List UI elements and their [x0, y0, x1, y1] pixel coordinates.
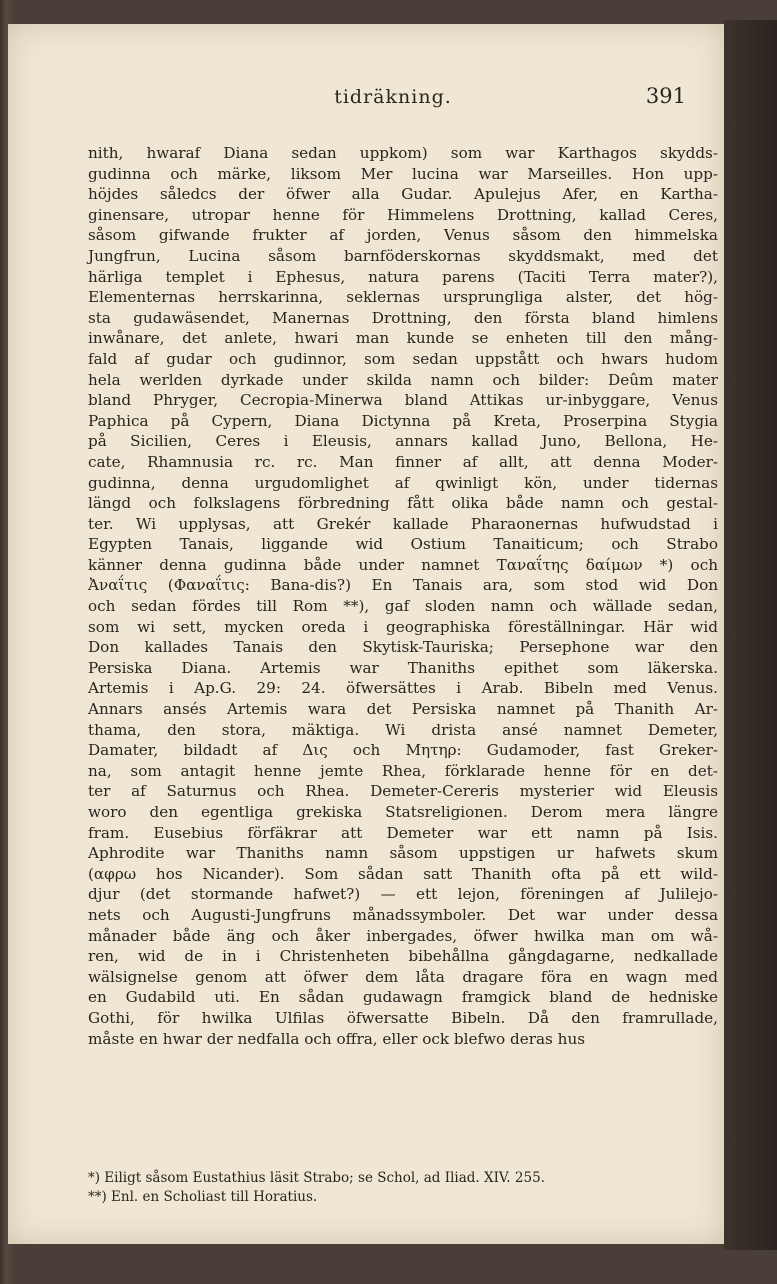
- text-line: hela werlden dyrkade under skilda namn och bilder: Deûm mater: [88, 370, 718, 389]
- text-line: Jungfrun, Lucina såsom barnföderskornas skyddsmakt, med det: [88, 246, 718, 265]
- text-line: längd och folkslagens förbredning fått olika både namn och gestal-: [88, 494, 718, 513]
- text-line: härliga templet i Ephesus, natura parens (Taciti Terra mater?),: [88, 267, 718, 286]
- text-line: på Sicilien, Ceres i Eleusis, annars kallad Juno, Bellona, He-: [88, 432, 718, 451]
- text-line: Elementernas herrskarinna, seklernas ursprungliga alster, det hög-: [88, 288, 718, 307]
- text-line: Persiska Diana. Artemis war Thaniths epithet som läkerska.: [88, 658, 718, 677]
- running-head: tidräkning.: [334, 86, 452, 108]
- footnote: **) Enl. en Scholiast till Horatius.: [88, 1189, 318, 1205]
- page-number: 391: [645, 84, 686, 108]
- text-line: höjdes såledcs der öfwer alla Gudar. Apulejus Afer, en Kartha-: [88, 185, 718, 204]
- page-header: [90, 86, 696, 116]
- text-line: Don kallades Tanais den Skytisk-Tauriska; Persephone war den: [88, 638, 718, 657]
- text-line: bland Phryger, Cecropia-Minerwa bland Attikas ur-inbyggare, Venus: [88, 391, 718, 410]
- text-line: en Gudabild uti. En sådan gudawagn framgick bland de hedniske: [88, 988, 718, 1007]
- text-line: fald af gudar och gudinnor, som sedan uppstått och hwars hudom: [88, 349, 718, 368]
- text-line: ter. Wi upplysas, att Grekér kallade Pharaonernas hufwudstad i: [88, 514, 718, 533]
- text-line: Ἀναΐτις (Φαναΐτις: Bana-dis?) En Tanais ara, som stod wid Don: [88, 576, 718, 595]
- text-line: sta gudawäsendet, Manernas Drottning, den första bland himlens: [88, 308, 718, 327]
- text-line: som wi sett, mycken oreda i geographiska föreställningar. Här wid: [88, 617, 718, 636]
- text-line: djur (det stormande hafwet?) — ett lejon, föreningen af Julilejo-: [88, 885, 718, 904]
- footnotes: [88, 1169, 708, 1207]
- text-line: fram. Eusebius förfäkrar att Demeter war ett namn på Isis.: [88, 823, 718, 842]
- text-line: (αφρω hos Nicander). Som sådan satt Thanith ofta på ett wild-: [88, 864, 718, 883]
- text-line: Paphica på Cypern, Diana Dictynna på Kreta, Proserpina Stygia: [88, 411, 718, 430]
- text-line: nets och Augusti-Jungfruns månadssymboler. Det war under dessa: [88, 905, 718, 924]
- footnote: *) Eiligt såsom Eustathius läsit Strabo; se Schol, ad Iliad. XIV. 255.: [88, 1170, 545, 1186]
- text-line: Damater, bildadt af Δις och Μητηρ: Gudamoder, fast Greker-: [88, 741, 718, 760]
- text-line: na, som antagit henne jemte Rhea, förklarade henne för en det-: [88, 761, 718, 780]
- text-line: och sedan fördes till Rom **), gaf sloden namn och wällade sedan,: [88, 597, 718, 616]
- body-text: [88, 143, 718, 1049]
- text-line: Gothi, för hwilka Ulfilas öfwersatte Bibeln. Då den framrullade,: [88, 1008, 718, 1027]
- text-line: inwånare, det anlete, hwari man kunde se enheten till den mång-: [88, 329, 718, 348]
- text-line: ginensare, utropar henne för Himmelens Drottning, kallad Ceres,: [88, 205, 718, 224]
- text-line: woro den egentliga grekiska Statsreligionen. Derom mera längre: [88, 803, 718, 821]
- text-line: måste en hwar der nedfalla och offra, eller ock blefwo deras hus: [88, 1029, 586, 1048]
- text-line: Egypten Tanais, liggande wid Ostium Tanaiticum; och Strabo: [88, 535, 718, 554]
- page-edge-shadow: [724, 20, 777, 1250]
- text-line: Artemis i Ap.G. 29: 24. öfwersättes i Arab. Bibeln med Venus.: [88, 679, 718, 698]
- text-line: månader både äng och åker inbergades, öfwer hwilka man om wå-: [88, 926, 718, 945]
- text-line: såsom gifwande frukter af jorden, Venus såsom den himmelska: [88, 226, 718, 245]
- text-line: ren, wid de in i Christenheten bibehållna gångdagarne, nedkallade: [88, 947, 718, 966]
- text-line: cate, Rhamnusia rc. rc. Man finner af allt, att denna Moder-: [88, 452, 718, 471]
- text-line: ter af Saturnus och Rhea. Demeter-Cereris mysterier wid Eleusis: [88, 782, 718, 801]
- text-line: wälsignelse genom att öfwer dem låta dragare föra en wagn med: [88, 967, 718, 986]
- text-line: Aphrodite war Thaniths namn såsom uppstigen ur hafwets skum: [88, 844, 718, 863]
- text-line: thama, den stora, mäktiga. Wi drista ansé namnet Demeter,: [88, 720, 718, 739]
- text-line: gudinna, denna urgudomlighet af qwinligt kön, under tidernas: [88, 473, 718, 492]
- text-line: nith, hwaraf Diana sedan uppkom) som war Karthagos skydds-: [88, 144, 718, 162]
- text-line: känner denna gudinna både under namnet Ταναΐτης δαίμων *) och: [88, 555, 718, 574]
- text-line: Annars ansés Artemis wara det Persiska namnet på Thanith Ar-: [88, 700, 718, 719]
- text-line: gudinna och märke, liksom Mer lucina war Marseilles. Hon upp-: [88, 164, 718, 183]
